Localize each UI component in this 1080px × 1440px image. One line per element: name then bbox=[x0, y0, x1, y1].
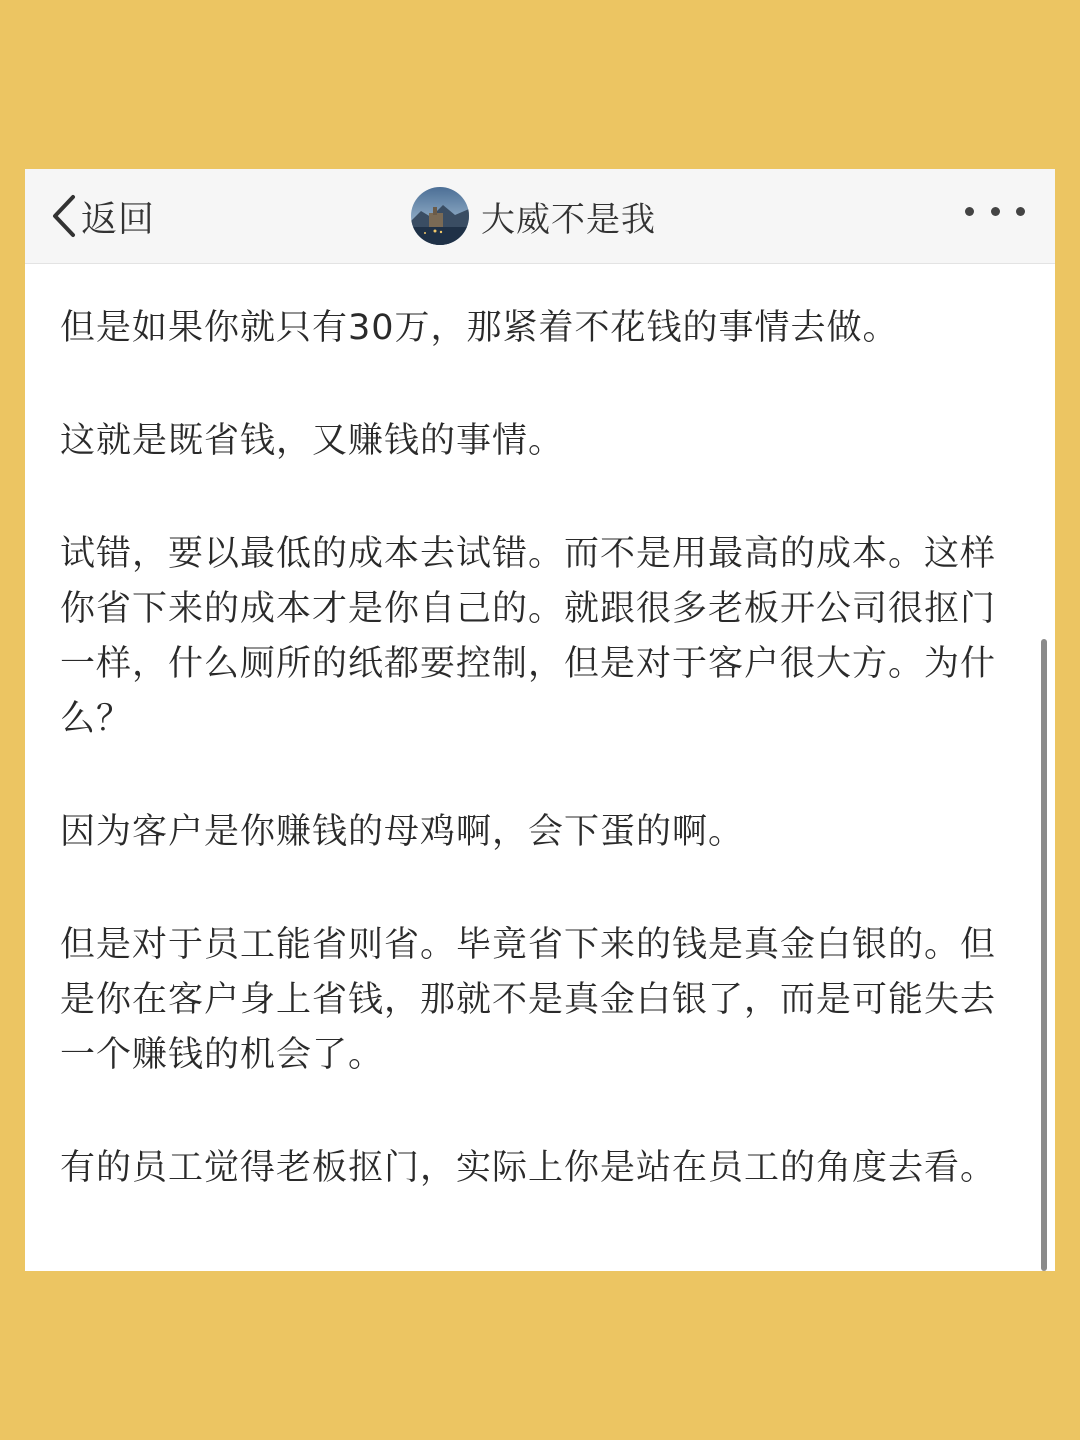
paragraph: 因为客户是你赚钱的母鸡啊，会下蛋的啊。 bbox=[60, 812, 745, 852]
avatar[interactable] bbox=[411, 187, 469, 245]
paragraph: 试错，要以最低的成本去试错。而不是用最高的成本。这样你省下来的成本才是你自己的。就跟很多老板开公司很抠门一样，什么厕所的纸都要控制，但是对于客户很大方。为什么？ bbox=[60, 534, 997, 739]
more-horizontal-icon bbox=[965, 207, 974, 216]
back-button[interactable] bbox=[51, 185, 155, 247]
scrollbar[interactable] bbox=[1041, 639, 1047, 1271]
navigation-bar bbox=[25, 169, 1055, 264]
author-profile[interactable] bbox=[411, 181, 656, 251]
post-card bbox=[25, 169, 1055, 1271]
more-horizontal-icon bbox=[991, 207, 1000, 216]
paragraph: 但是如果你就只有30万，那紧着不花钱的事情去做。 bbox=[60, 308, 899, 348]
paragraph: 这就是既省钱，又赚钱的事情。 bbox=[60, 421, 565, 461]
author-name[interactable]: 大威不是我 bbox=[481, 199, 656, 240]
more-button[interactable] bbox=[965, 199, 1025, 223]
chevron-left-icon bbox=[51, 194, 77, 238]
paragraph: 有的员工觉得老板抠门，实际上你是站在员工的角度去看。 bbox=[60, 1148, 997, 1188]
back-label: 返回 bbox=[81, 198, 156, 240]
paragraph: 但是对于员工能省则省。毕竟省下来的钱是真金白银的。但是你在客户身上省钱，那就不是真金白银了，而是可能失去一个赚钱的机会了。 bbox=[60, 925, 997, 1075]
more-horizontal-icon bbox=[1016, 207, 1025, 216]
post-body bbox=[60, 301, 1015, 1196]
